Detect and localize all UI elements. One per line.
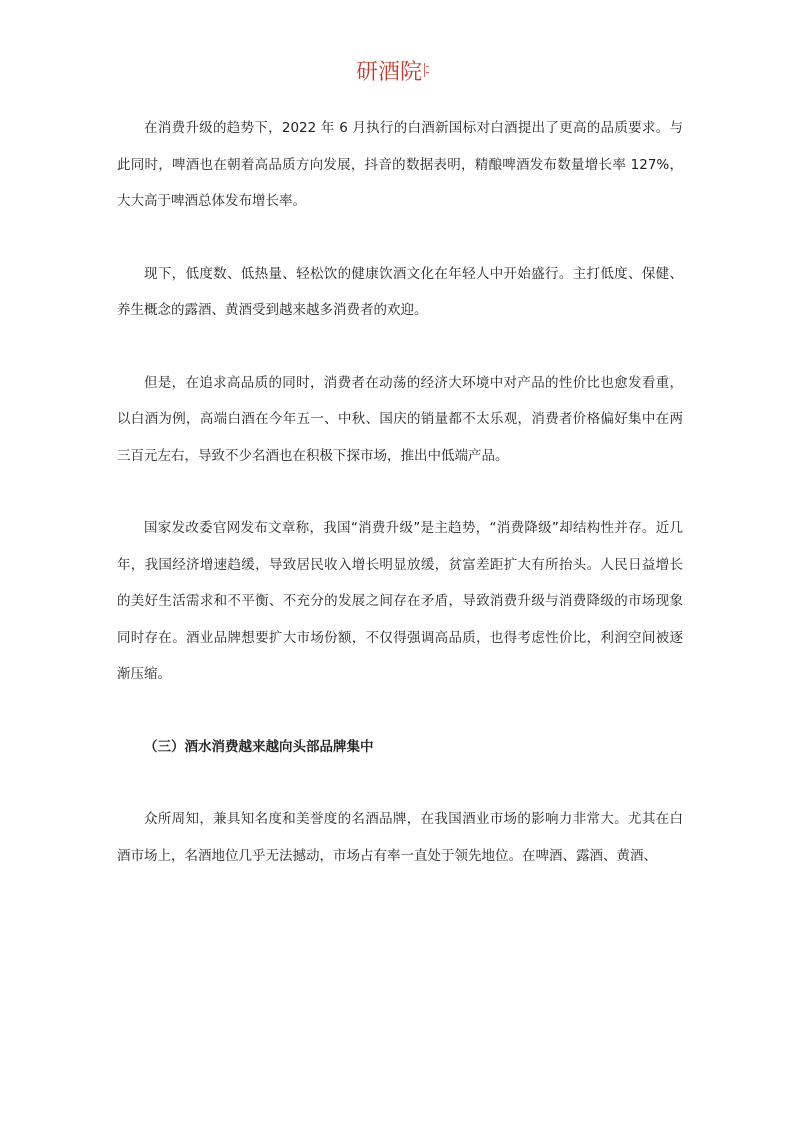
paragraph-gap bbox=[117, 220, 683, 256]
section-heading: （三）酒水消费越来越向头部品牌集中 bbox=[144, 738, 374, 755]
paragraph-healthy-drinking: 现下，低度数、低热量、轻松饮的健康饮酒文化在年轻人中开始盛行。主打低度、保健、养生概念的露酒、黄酒受到越来越多消费者的欢迎。 bbox=[117, 265, 683, 318]
paragraph-gap bbox=[117, 765, 683, 801]
logo-mark-icon bbox=[424, 63, 431, 77]
document-body bbox=[117, 110, 683, 874]
paragraph-ndrc-article: 国家发改委官网发布文章称，我国“消费升级”是主趋势，“消费降级”却结构性并存。近几年，我国经济增速趋缓，导致居民收入增长明显放缓，贫富差距扩大有所抬头。人民日益增长的美好生活需求和不平衡、不充分的发展之间存在矛盾，导致消费升级与消费降级的市场现象同时存在。酒业品牌想要扩大市场份额，不仅得强调高品质，也得考虑性价比，利润空间被逐渐压缩。 bbox=[117, 520, 683, 682]
paragraph-gap bbox=[117, 329, 683, 365]
paragraph-famous-brands: 众所周知，兼具知名度和美誉度的名酒品牌，在我国酒业市场的影响力非常大。尤其在白酒市场上，名酒地位几乎无法撼动，市场占有率一直处于领先地位。在啤酒、露酒、黄酒、 bbox=[117, 811, 683, 864]
paragraph-value-for-money: 但是，在追求高品质的同时，消费者在动荡的经济大环境中对产品的性价比也愈发看重，以白酒为例，高端白酒在今年五一、中秋、国庆的销量都不太乐观，消费者价格偏好集中在两三百元左右，导致不少名酒也在积极下探市场，推出中低端产品。 bbox=[117, 374, 683, 464]
logo-text: 研酒院 bbox=[356, 60, 423, 85]
paragraph-gap bbox=[117, 474, 683, 510]
paragraph-consumption-upgrade: 在消费升级的趋势下，2022 年 6 月执行的白酒新国标对白酒提出了更高的品质要求。与此同时，啤酒也在朝着高品质方向发展，抖音的数据表明，精酿啤酒发布数量增长率 127%，大大高于啤酒总体发布增长率。 bbox=[117, 120, 683, 209]
brand-logo bbox=[356, 58, 431, 90]
paragraph-gap bbox=[117, 693, 683, 729]
